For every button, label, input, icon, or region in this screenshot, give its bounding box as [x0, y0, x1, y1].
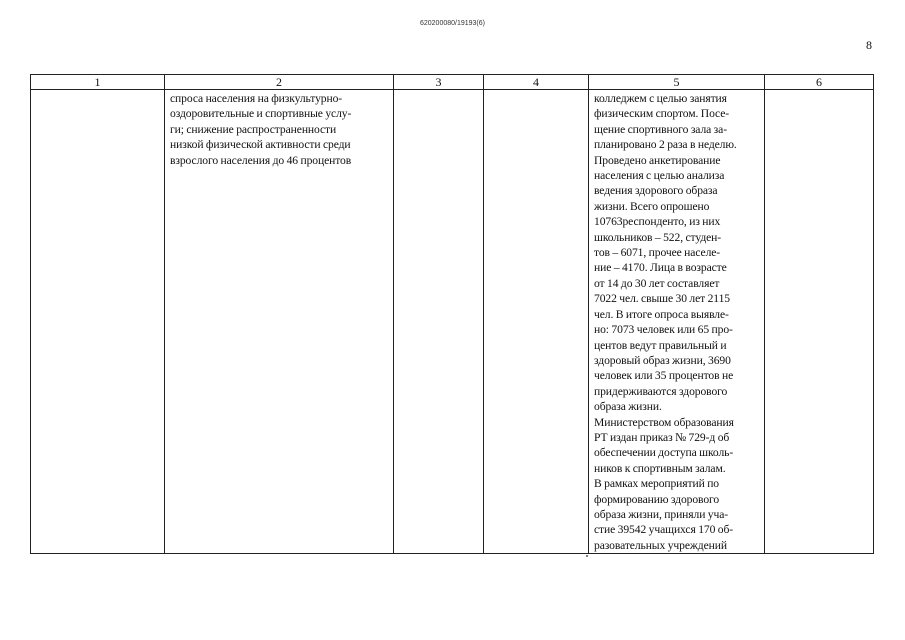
header-row: [31, 75, 874, 90]
cell-col-1: [31, 90, 165, 554]
column-header-6: 6: [765, 75, 874, 90]
column-header-5: 5: [589, 75, 765, 90]
column-header-2: 2: [165, 75, 394, 90]
document-code: 620200080/19193(6): [419, 20, 485, 27]
column-header-1: 1: [31, 75, 165, 90]
cell-col-1-text: [31, 90, 164, 91]
cell-col-2: [165, 90, 394, 554]
cell-col-3: [394, 90, 484, 554]
cell-col-6: [765, 90, 874, 554]
cell-col-4: [484, 90, 589, 554]
page-number: 8: [866, 38, 872, 52]
cell-col-6-text: [765, 90, 873, 91]
cell-col-3-text: [394, 90, 483, 91]
scan-artifact-dot: [586, 555, 588, 557]
cell-col-5-text: колледжем с целью занятия физическим спортом. Посе- щение спортивного зала за- планировано 2 раза в неделю. Проведено анкетирование населения с целью анализа ведения здорового образа жизни. Всего опрошено 10763респонденто, из них школьников – 522, студен- тов – 6071, прочее населе- ние – 4170. Лица в возрасте от 14 до 30 лет составляет 7022 чел. свыше 30 лет 2115 чел. В итоге опроса выявле- но: 7073 человек или 65 про- центов ведут правильный и здоровый образ жизни, 3690 человек или 35 процентов не придерживаются здорового образа жизни. Министерством образования РТ издан приказ № 729-д об обеспечении доступа школь- ников к спортивным залам. В рамках мероприятий по формированию здорового образа жизни, приняли уча- стие 39542 учащихся 170 об- разовательных учреждений: [594, 92, 737, 552]
cell-col-5: [589, 90, 765, 554]
cell-col-2-text: спроса населения на физкультурно- оздоровительные и спортивные услу- ги; снижение распространенности низкой физической активности среди взрослого населения до 46 процентов: [170, 92, 352, 167]
report-table: [30, 74, 874, 554]
table-row: [31, 90, 874, 554]
cell-col-4-text: [484, 90, 588, 91]
column-header-3: 3: [394, 75, 484, 90]
column-header-4: 4: [484, 75, 589, 90]
